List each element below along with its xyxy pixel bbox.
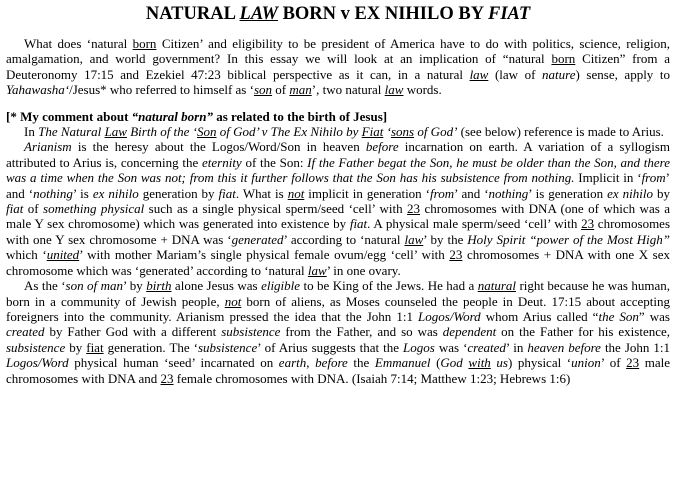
- text-run: ’ of Arius suggests that the: [257, 339, 404, 355]
- text-run: chromosomes with DNA (one of which was a male Y sex chromosome) which was generated into existence by: [6, 201, 670, 232]
- text-run: of: [23, 201, 44, 217]
- text-run: Birth of the ‘: [126, 124, 198, 140]
- text-run: subsistence: [6, 339, 66, 355]
- text-run: Fiat: [361, 124, 384, 140]
- text-run: us: [490, 355, 508, 371]
- text-run: from: [430, 185, 455, 201]
- text-run: born: [132, 36, 157, 51]
- text-run: “natural born”: [131, 108, 213, 124]
- text-run: such as a single physical sperm/seed ‘cell’ with: [144, 201, 408, 217]
- text-run: to be King of the Jews. He had a: [300, 278, 478, 294]
- text-run: ’ in one ovary.: [326, 262, 401, 278]
- text-run: something physical: [43, 201, 145, 217]
- document-title: [6, 4, 670, 24]
- text-run: the: [347, 355, 375, 371]
- text-run: born: [551, 51, 576, 67]
- text-run: 23: [626, 355, 640, 371]
- text-run: of the Son:: [241, 154, 308, 170]
- text-run: chromosomes with one Y sex chromosome + DNA was ‘: [6, 216, 671, 247]
- text-run: (law of: [488, 66, 543, 82]
- text-run: nothing: [33, 185, 73, 201]
- text-run: man: [289, 82, 312, 98]
- text-run: before: [315, 355, 348, 371]
- son-of-man-paragraph: [6, 278, 670, 386]
- text-run: by Father God with a different: [44, 324, 222, 340]
- text-run: Holy Spirit “power of the Most High”: [467, 231, 671, 247]
- text-run: law: [469, 66, 489, 82]
- text-run: as related to the birth of Jesus]: [212, 108, 388, 124]
- text-run: with: [468, 355, 491, 371]
- text-run: The Natural: [38, 124, 105, 140]
- text-run: . What is: [235, 185, 288, 201]
- text-run: union: [571, 355, 601, 371]
- text-run: physical human ‘seed’ incarnated on: [68, 355, 279, 371]
- text-run: What does ‘natural: [24, 36, 133, 51]
- text-run: (see below) reference is made to Arius.: [457, 124, 664, 140]
- text-run: ’, two natural: [311, 82, 385, 98]
- title-part: LAW: [239, 4, 278, 24]
- text-run: fiat: [86, 339, 104, 355]
- text-run: of God’: [414, 124, 458, 140]
- text-run: son: [253, 82, 273, 98]
- text-run: female chromosomes with DNA. (Isaiah 7:14; Matthew 1:23; Hebrews 1:6): [173, 370, 571, 386]
- text-run: which ‘: [6, 247, 47, 263]
- reference-paragraph: [6, 124, 670, 139]
- text-run: 23: [449, 247, 463, 263]
- text-run: natural: [477, 278, 517, 294]
- text-run: subsistence: [198, 339, 258, 355]
- text-run: ’ by: [122, 278, 147, 294]
- text-run: generated: [231, 231, 284, 247]
- text-run: Logos: [403, 339, 435, 355]
- text-run: heaven before: [527, 339, 601, 355]
- text-run: united: [46, 247, 80, 263]
- text-run: sons: [390, 124, 415, 140]
- text-run: law: [384, 82, 404, 98]
- intro-paragraph: [6, 36, 670, 98]
- text-run: Citizen’ and eligibility to be president of America have to do with politics, science, religion, amalgamation, and world government? In this essay we will look at an implication of “natural: [6, 36, 670, 67]
- text-run: ’ of: [600, 355, 627, 371]
- text-run: ’ and ‘: [6, 170, 670, 201]
- text-run: Yahawasha‘: [6, 82, 70, 98]
- paragraph-gap: [6, 98, 670, 109]
- text-run: alone Jesus was: [171, 278, 262, 294]
- text-run: male chromosomes with DNA and: [6, 355, 670, 386]
- text-run: by: [65, 339, 87, 355]
- text-run: (: [430, 355, 441, 371]
- text-run: fiat: [6, 201, 24, 217]
- text-run: ex nihilo: [607, 185, 653, 201]
- text-run: eternity: [202, 154, 242, 170]
- text-run: ) physical ‘: [507, 355, 572, 371]
- text-run: the John 1:1: [600, 339, 671, 355]
- text-run: If the Father begat the Son, he must be older than the Son, and there was a time when the Son was not; from this it further follows that the Son has his subsistence from nothing.: [6, 154, 671, 186]
- text-run: before: [365, 139, 399, 155]
- text-run: [* My comment about: [6, 108, 132, 124]
- text-run: the Son: [598, 308, 639, 324]
- text-run: Logos/Word: [6, 355, 69, 371]
- text-run: nothing: [488, 185, 529, 201]
- text-run: ‘: [383, 124, 391, 140]
- text-run: chromosomes + DNA with one X sex chromosome which was ‘generated’ according to ‘natural: [6, 247, 670, 278]
- text-run: Logos/Word: [418, 308, 481, 324]
- text-run: by: [653, 185, 670, 201]
- text-run: fiat: [218, 185, 236, 201]
- text-run: dependent: [442, 324, 497, 340]
- text-run: Son: [197, 124, 217, 140]
- text-run: Citizen” from a Deuteronomy 17:15 and Ezekiel 47:23 biblical perspective as it can, in a natural: [6, 51, 671, 82]
- text-run: on the Father for his existence,: [496, 324, 671, 340]
- text-run: ) sense, apply to: [575, 66, 671, 82]
- text-run: Arianism: [24, 139, 72, 155]
- text-run: created: [467, 339, 506, 355]
- text-run: from the Father, and so was: [280, 324, 443, 340]
- title-part: BORN v EX NIHILO BY: [277, 4, 488, 24]
- text-run: law: [404, 231, 424, 247]
- text-run: ’ according to ‘natural: [283, 231, 405, 247]
- text-run: was ‘: [434, 339, 468, 355]
- text-run: Law: [104, 124, 127, 140]
- text-run: ’ by the: [423, 231, 468, 247]
- text-run: ex nihilo: [92, 185, 139, 201]
- text-run: eligible: [261, 278, 301, 294]
- text-run: Emmanuel: [374, 355, 431, 371]
- text-run: generation. The ‘: [103, 339, 198, 355]
- text-run: ’ and ‘: [454, 185, 489, 201]
- arianism-paragraph: [6, 139, 670, 278]
- title-part: NATURAL: [145, 4, 240, 24]
- text-run: ’ is generation: [528, 185, 608, 201]
- text-run: birth: [146, 278, 172, 294]
- text-run: whom Arius called “: [480, 308, 599, 324]
- text-run: law: [307, 262, 327, 278]
- text-run: created: [6, 324, 45, 340]
- text-run: of God’ v The Ex Nihilo by: [216, 124, 362, 140]
- text-run: ,: [306, 355, 316, 371]
- text-run: not: [287, 185, 305, 201]
- text-run: fiat: [349, 216, 368, 232]
- text-run: of: [272, 82, 290, 98]
- title-part: FIAT: [488, 4, 531, 24]
- text-run: words.: [403, 82, 442, 98]
- text-run: from: [641, 170, 666, 186]
- text-run: 23: [160, 370, 174, 386]
- text-run: ’ in: [505, 339, 528, 355]
- text-run: . A physical male sperm/seed ‘cell’ with: [367, 216, 582, 232]
- text-run: right because he was human, born in a community of Jewish people,: [6, 278, 670, 309]
- text-run: ” was: [638, 308, 670, 324]
- text-run: As the ‘: [24, 278, 66, 294]
- text-run: son of man: [65, 278, 123, 294]
- text-run: generation by: [138, 185, 219, 201]
- text-run: implicit in generation ‘: [304, 185, 431, 201]
- text-run: God: [440, 355, 469, 371]
- text-run: earth: [278, 355, 307, 371]
- text-run: not: [224, 293, 242, 309]
- text-run: is the heresy about the Logos/Word/Son in heaven: [71, 139, 366, 155]
- text-run: 23: [581, 216, 595, 232]
- text-run: ’ is: [72, 185, 93, 201]
- text-run: In: [24, 124, 39, 140]
- text-run: ’ with mother Mariam’s single physical female ovum/egg ‘cell’ with: [79, 247, 450, 263]
- comment-heading: [6, 109, 670, 124]
- text-run: nature: [542, 66, 576, 82]
- text-run: Implicit in ‘: [574, 170, 642, 186]
- text-run: incarnation on earth. A variation of a syllogism attributed to Arius is, concerning the: [6, 139, 670, 170]
- text-run: subsistence: [221, 324, 281, 340]
- text-run: /Jesus* who referred to himself as ‘: [69, 82, 254, 98]
- text-run: born of aliens, as Moses counseled the people in Deut. 17:15 about accepting foreigners into the community. Arianism pressed the idea that the John 1:1: [6, 293, 670, 324]
- text-run: 23: [407, 201, 421, 217]
